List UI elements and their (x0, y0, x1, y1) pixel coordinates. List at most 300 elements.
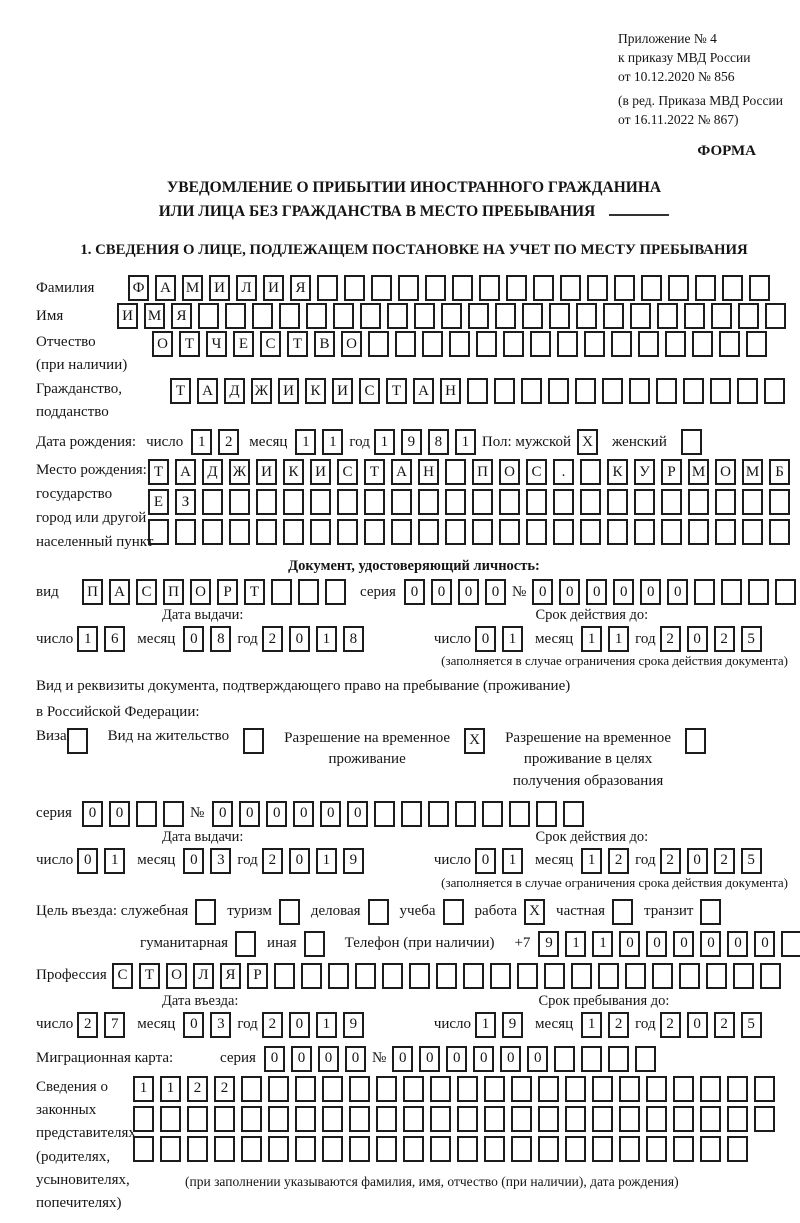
form-cell: 0 (289, 1012, 310, 1038)
form-cell (344, 275, 365, 301)
form-cell: 8 (428, 429, 449, 455)
year-label: год (237, 1016, 258, 1033)
form-cell (719, 331, 740, 357)
form-cell: 1 (502, 626, 523, 652)
form-cell (746, 331, 767, 357)
form-cell: С (359, 378, 380, 404)
form-cell (611, 331, 632, 357)
form-cell (401, 801, 422, 827)
form-cell: Ж (229, 459, 250, 485)
form-cell: Е (148, 489, 169, 515)
form-cell (310, 489, 331, 515)
purpose-humanitarian-checkbox (235, 931, 256, 957)
form-cell: 0 (431, 579, 452, 605)
form-cell: 2 (660, 848, 681, 874)
form-cell: И (278, 378, 299, 404)
purpose-private-label: частная (556, 903, 606, 920)
doc-type-cells (82, 579, 352, 605)
form-cell: 2 (608, 1012, 629, 1038)
form-cell (634, 489, 655, 515)
form-cell (391, 519, 412, 545)
number-label: № (189, 805, 205, 822)
form-cell: 2 (187, 1076, 208, 1102)
form-cell (467, 378, 488, 404)
form-cell: 0 (586, 579, 607, 605)
form-cell (241, 1106, 262, 1132)
form-cell (706, 963, 727, 989)
form-cell (476, 331, 497, 357)
residence-series-row (36, 801, 792, 827)
form-cell (306, 303, 327, 329)
month-label: месяц (535, 630, 574, 647)
appendix-line: к приказу МВД России (618, 49, 751, 65)
form-cell: 0 (109, 801, 130, 827)
form-cell: У (634, 459, 655, 485)
form-cell: 6 (104, 626, 125, 652)
form-cell (607, 519, 628, 545)
form-cell: К (607, 459, 628, 485)
form-cell: Л (193, 963, 214, 989)
day-label: число (433, 630, 472, 647)
form-cell (283, 519, 304, 545)
order-reference (618, 30, 792, 129)
form-cell: С (526, 459, 547, 485)
form-cell (511, 1106, 532, 1132)
form-cell (673, 1136, 694, 1162)
profession-row (36, 963, 792, 989)
form-cell (449, 331, 470, 357)
gender-male-label: Пол: мужской (481, 433, 572, 450)
form-cell (430, 1076, 451, 1102)
form-cell: Я (171, 303, 192, 329)
form-cell: 2 (714, 1012, 735, 1038)
form-cell (538, 1136, 559, 1162)
edition-line: от 16.11.2022 № 867) (618, 111, 739, 127)
phone-label: Телефон (при наличии) (344, 935, 495, 952)
form-cell (268, 1076, 289, 1102)
form-cell (322, 1106, 343, 1132)
form-cell: 0 (419, 1046, 440, 1072)
valid-until-label: Срок действия до: (535, 607, 649, 624)
form-cell (325, 579, 346, 605)
birth-place-cells-row3 (148, 519, 796, 545)
form-cell: 0 (475, 848, 496, 874)
purpose-tourism-checkbox (279, 899, 300, 925)
form-cell: 1 (502, 848, 523, 874)
form-cell (530, 331, 551, 357)
doc-valid-day-cells (475, 626, 529, 652)
form-cell (403, 1106, 424, 1132)
form-cell: 1 (77, 626, 98, 652)
form-cell: О (166, 963, 187, 989)
purpose-private-checkbox (612, 899, 633, 925)
purpose-tourism-label: туризм (227, 903, 272, 920)
form-cell: Л (236, 275, 257, 301)
form-cell: П (472, 459, 493, 485)
form-cell: 0 (475, 626, 496, 652)
form-cell (553, 489, 574, 515)
form-cell: М (182, 275, 203, 301)
form-cell: 0 (289, 848, 310, 874)
form-cell (499, 519, 520, 545)
year-label: год (635, 630, 656, 647)
form-cell (673, 1106, 694, 1132)
form-cell: 0 (289, 626, 310, 652)
issue-date-label: Дата выдачи: (162, 607, 244, 624)
entry-day-cells (77, 1012, 131, 1038)
form-cell: 0 (82, 801, 103, 827)
doc-dates-row (36, 626, 792, 652)
form-cell: 0 (559, 579, 580, 605)
form-cell (652, 963, 673, 989)
purpose-row2 (140, 931, 792, 957)
form-cell (629, 378, 650, 404)
form-cell: 1 (160, 1076, 181, 1102)
birth-month-cells (295, 429, 349, 455)
form-cell: 0 (646, 931, 667, 957)
form-cell: Б (769, 459, 790, 485)
form-cell (749, 275, 770, 301)
legal-reps-block (36, 1076, 792, 1216)
day-label: число (36, 630, 74, 647)
form-cell (517, 963, 538, 989)
form-cell (484, 1136, 505, 1162)
form-cell (256, 489, 277, 515)
form-cell: 0 (532, 579, 553, 605)
form-cell: Ф (128, 275, 149, 301)
form-cell (301, 963, 322, 989)
form-cell (298, 579, 319, 605)
form-cell (271, 579, 292, 605)
form-cell (472, 519, 493, 545)
form-cell (557, 331, 578, 357)
form-cell: 0 (527, 1046, 548, 1072)
mig-number-cells (392, 1046, 662, 1072)
form-cell (641, 275, 662, 301)
form-cell (133, 1106, 154, 1132)
form-cell: С (337, 459, 358, 485)
form-cell: 2 (262, 626, 283, 652)
stay-month-cells (581, 1012, 635, 1038)
form-cell (764, 378, 785, 404)
month-label: месяц (535, 852, 574, 869)
day-label: число (36, 852, 74, 869)
form-cell: 0 (264, 1046, 285, 1072)
form-cell (295, 1076, 316, 1102)
form-cell (538, 1106, 559, 1132)
form-cell (727, 1106, 748, 1132)
form-cell (742, 519, 763, 545)
form-cell (214, 1106, 235, 1132)
temp-residence-label: Разрешение на временное проживание (284, 729, 451, 768)
form-cell (657, 303, 678, 329)
form-cell: 9 (343, 848, 364, 874)
form-cell (376, 1136, 397, 1162)
form-cell: Т (170, 378, 191, 404)
form-cell: К (305, 378, 326, 404)
form-cell (607, 489, 628, 515)
form-cell: 0 (318, 1046, 339, 1072)
form-cell: 0 (687, 848, 708, 874)
form-cell (521, 378, 542, 404)
purpose-other-checkbox (304, 931, 325, 957)
doc-number-cells (532, 579, 800, 605)
form-cell (490, 963, 511, 989)
form-cell (274, 963, 295, 989)
res-valid-year-cells (660, 848, 768, 874)
form-cell: Н (440, 378, 461, 404)
form-cell (742, 489, 763, 515)
year-label: год (237, 852, 258, 869)
identity-doc-heading: Документ, удостоверяющий личность: (288, 558, 540, 575)
form-cell (337, 489, 358, 515)
form-cell (727, 1076, 748, 1102)
form-cell: 0 (619, 931, 640, 957)
form-cell (422, 331, 443, 357)
series-label: серия (36, 805, 72, 822)
temp-residence-edu-checkbox (685, 728, 706, 754)
form-cell (268, 1106, 289, 1132)
form-cell (214, 1136, 235, 1162)
form-cell (553, 519, 574, 545)
section1-heading: 1. СВЕДЕНИЯ О ЛИЦЕ, ПОДЛЕЖАЩЕМ ПОСТАНОВКЕ НА УЧЕТ ПО МЕСТУ ПРЕБЫВАНИЯ (80, 242, 748, 259)
form-cell: 0 (183, 626, 204, 652)
form-cell (638, 331, 659, 357)
validity-note: (заполняется в случае ограничения срока действия документа) (441, 653, 788, 669)
form-cell (614, 275, 635, 301)
form-cell: 0 (392, 1046, 413, 1072)
form-cell (256, 519, 277, 545)
form-cell: И (263, 275, 284, 301)
form-cell: 5 (741, 626, 762, 652)
form-cell: И (310, 459, 331, 485)
year-label: год (349, 433, 370, 450)
visit-purpose-row (36, 899, 792, 925)
res-dates-header (36, 829, 792, 846)
form-cell (317, 275, 338, 301)
form-cell (748, 579, 769, 605)
form-cell (364, 489, 385, 515)
form-cell (418, 519, 439, 545)
form-cell (656, 378, 677, 404)
form-cell (673, 1076, 694, 1102)
form-cell (457, 1106, 478, 1132)
form-cell (503, 331, 524, 357)
form-cell (484, 1106, 505, 1132)
birth-place-cells-row2 (148, 489, 796, 515)
form-cell (781, 931, 800, 957)
res-number-cells (212, 801, 590, 827)
form-cell: 0 (293, 801, 314, 827)
form-cell (333, 303, 354, 329)
form-cell (425, 275, 446, 301)
form-cell (328, 963, 349, 989)
appendix-line: от 10.12.2020 № 856 (618, 68, 735, 84)
form-cell (418, 489, 439, 515)
purpose-transit-checkbox (700, 899, 721, 925)
form-cell (241, 1076, 262, 1102)
form-cell (472, 489, 493, 515)
form-cell: 1 (475, 1012, 496, 1038)
form-cell: О (152, 331, 173, 357)
form-cell (511, 1136, 532, 1162)
form-cell: Д (202, 459, 223, 485)
form-cell (452, 275, 473, 301)
form-cell (737, 378, 758, 404)
day-label: число (146, 433, 184, 450)
form-cell: Р (217, 579, 238, 605)
form-cell (587, 275, 608, 301)
doc-issue-day-cells (77, 626, 131, 652)
form-cell (445, 519, 466, 545)
residence-permit-checkbox (243, 728, 264, 754)
form-cell (715, 489, 736, 515)
form-cell (430, 1136, 451, 1162)
form-cell: Т (386, 378, 407, 404)
res-issue-month-cells (183, 848, 237, 874)
form-cell (688, 489, 709, 515)
form-cell (268, 1136, 289, 1162)
form-cell (368, 331, 389, 357)
phone-cells (538, 931, 800, 957)
stay-year-cells (660, 1012, 768, 1038)
form-cell: О (499, 459, 520, 485)
form-cell (414, 303, 435, 329)
form-cell: С (112, 963, 133, 989)
birth-place-label: Место рождения: государство город или другой населенный пункт (36, 462, 154, 550)
series-label: серия (220, 1050, 256, 1067)
form-cell (445, 459, 466, 485)
form-cell: 2 (714, 848, 735, 874)
form-cell (403, 1136, 424, 1162)
form-cell (584, 331, 605, 357)
form-cell (198, 303, 219, 329)
form-cell: А (109, 579, 130, 605)
form-cell: 0 (183, 1012, 204, 1038)
form-cell (688, 519, 709, 545)
form-cell (526, 519, 547, 545)
stay-until-label: Срок пребывания до: (538, 992, 670, 1009)
form-cell: 3 (210, 848, 231, 874)
form-cell: 9 (538, 931, 559, 957)
form-cell: 0 (727, 931, 748, 957)
patronymic-cells (152, 331, 773, 357)
issue-date-label: Дата выдачи: (162, 828, 244, 845)
form-cell (148, 519, 169, 545)
form-cell: 2 (77, 1012, 98, 1038)
form-cell (711, 303, 732, 329)
form-cell: 0 (687, 1012, 708, 1038)
form-cell: 0 (613, 579, 634, 605)
form-cell (322, 1076, 343, 1102)
doc-issue-year-cells (262, 626, 370, 652)
form-cell: 0 (640, 579, 661, 605)
form-cell (765, 303, 786, 329)
male-checkbox: X (577, 429, 598, 455)
form-cell (398, 275, 419, 301)
form-cell: И (256, 459, 277, 485)
form-cell (575, 378, 596, 404)
form-cell (733, 963, 754, 989)
edition-line: (в ред. Приказа МВД России (618, 92, 783, 108)
form-cell: 1 (191, 429, 212, 455)
form-title-line1: УВЕДОМЛЕНИЕ О ПРИБЫТИИ ИНОСТРАННОГО ГРАЖДАНИНА (166, 179, 662, 197)
number-label: № (511, 583, 527, 600)
name-row (36, 303, 792, 329)
month-label: месяц (137, 1016, 176, 1033)
res-series-cells (82, 801, 190, 827)
form-label: ФОРМА (697, 143, 756, 160)
form-cell (580, 489, 601, 515)
form-cell: 8 (210, 626, 231, 652)
form-cell: Т (139, 963, 160, 989)
form-cell (598, 963, 619, 989)
form-cell (715, 519, 736, 545)
form-cell: 8 (343, 626, 364, 652)
appendix-line: Приложение № 4 (618, 31, 717, 46)
form-cell (700, 1106, 721, 1132)
day-label: число (433, 1016, 472, 1033)
form-cell: 1 (581, 1012, 602, 1038)
form-cell: 1 (322, 429, 343, 455)
form-cell: М (688, 459, 709, 485)
stay-day-cells (475, 1012, 529, 1038)
form-cell: А (391, 459, 412, 485)
form-cell: Т (287, 331, 308, 357)
form-cell: П (163, 579, 184, 605)
month-label: месяц (249, 433, 288, 450)
gender-female-label: женский (612, 433, 667, 450)
residence-permit-label: Вид на жительство (107, 727, 230, 744)
form-cell (295, 1106, 316, 1132)
form-cell (163, 801, 184, 827)
form-cell: В (314, 331, 335, 357)
surname-row (36, 275, 792, 301)
doc-valid-month-cells (581, 626, 635, 652)
form-cell: Т (179, 331, 200, 357)
legal-reps-cells-row3 (133, 1136, 781, 1162)
form-cell: Р (661, 459, 682, 485)
form-cell: М (742, 459, 763, 485)
form-cell: Т (244, 579, 265, 605)
form-cell: А (155, 275, 176, 301)
form-cell: 2 (218, 429, 239, 455)
form-cell (630, 303, 651, 329)
form-cell: 0 (347, 801, 368, 827)
form-cell (349, 1076, 370, 1102)
form-cell (376, 1106, 397, 1132)
entry-dates-row (36, 1012, 792, 1038)
month-label: месяц (137, 630, 176, 647)
form-cell: А (413, 378, 434, 404)
form-cell (522, 303, 543, 329)
form-cell: 7 (104, 1012, 125, 1038)
name-cells (117, 303, 792, 329)
form-cell: 1 (565, 931, 586, 957)
birth-place-cells-row1 (148, 459, 796, 485)
blank-underline (609, 214, 669, 216)
form-cell (463, 963, 484, 989)
legal-reps-cells-row1 (133, 1076, 781, 1102)
entry-month-cells (183, 1012, 237, 1038)
form-cell: 2 (660, 1012, 681, 1038)
year-label: год (635, 1016, 656, 1033)
form-cell (695, 275, 716, 301)
form-cell (279, 303, 300, 329)
form-cell (349, 1136, 370, 1162)
form-cell (430, 1106, 451, 1132)
form-cell (187, 1136, 208, 1162)
